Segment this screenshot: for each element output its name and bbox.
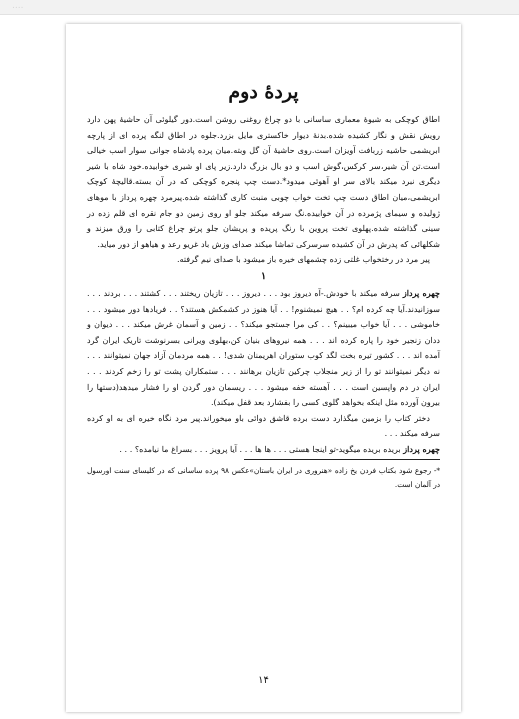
page-title: پردۀ دوم <box>228 81 299 103</box>
scene-number: ۱ <box>260 270 267 282</box>
page-number: ۱۴ <box>258 675 269 686</box>
stage-direction: پیر مرد در رختخواب غلتی زده چشمهای خیره باز میشود با صدای نیم گرفته. <box>176 254 430 265</box>
document-page <box>66 24 461 712</box>
intro-paragraph: اطاق کوچکی به شیوۀ معماری ساسانی با دو چراغ روغنی روشن است.دور گیلوئی آن حاشیۀ پهن دارد رویش نقش و نگار کشیده شده.بدنۀ دیوار خاکستری مایل بزرد.جلوه در اطاق لنگه پرده ای از پارچه ابریشمی حاشیه زربافت آویزان است.روی حاشیۀ آن گل وبته.میان پرده پادشاه جوانی سوار اسب خیالی است.تن آن شیر،سر کرکس،گوش اسب و دو بال بزرگ دارد.زیر پای او شیری خوابیده.خود شاه با شیر دیگری نبرد میکند بالای سر او آهوئی میدود*.دست چپ پنجره کوچکی که در آن بسته.قالیچۀ کوچک ابریشمی،میان اطاق دست چپ تخت خواب چوبی منبت کاری گذاشته شده.پیرمرد چهره پرداز با موهای ژولیده و سیمای پژمرده در آن خوابیده.نگ سرفه میکند جلو او روی زمین دو جام نقره ای قلم زده در سینی گذاشته شده.پهلوی تخت پروین با رنگ پریده و پریشان جلو پرتو چراغ کتابی را ورق میزند و شکلهائی که پدرش در آن کشیده سرسرکی تماشا میکند صدای وزش باد غریو رعد و هیاهو از دور میاید. <box>87 114 440 249</box>
page-content <box>87 38 440 492</box>
viewer-toolbar <box>0 0 519 15</box>
footnote: *- رجوع شود بکتاب فردن یخ زاده «هنروری در ایران باستان»عکس ۹۸ پرده ساسانی که در کلیسای سنت اورسول در آلمان است. <box>87 466 440 490</box>
dialogue-paragraph <box>87 286 440 411</box>
footnote-divider <box>244 459 440 460</box>
speaker-name-2: چهره پرداز <box>403 443 440 454</box>
speech-text-2: بریده بریده میگوید-تو اینجا هستی . . . ها ها . . . آیا پرویز . . . بسراغ ما نیامده؟ . . . <box>119 443 404 454</box>
speaker-name: چهره پرداز <box>402 287 440 298</box>
stage-direction-2: دختر کتاب را بزمین میگذارد دست برده قاشق دوائی باو میخوراند.پیر مرد نگاه خیره ای به او کرده سرفه میکند . . . <box>87 412 440 439</box>
dialogue-paragraph-2 <box>87 442 440 458</box>
speech-text: سرفه میکند با خودش.-آه دیروز بود . . . دیروز . . . تازیان ریختند . . . کشتند . . . بردند . . . سوزانیدند.آیا چه کرده ام؟ . . هیچ نمیشنوم! . . آیا هنوز در کشمکش هستند؟ . . فریادها دور میشود . . . خاموشی . . . آیا خواب میبینم؟ . . کی مرا جستجو میکند؟ . . زمین و آسمان غرش میکند . . . دیوان و ددان زنجیر خود را پاره کرده اند . . . همه نیروهای بنیان کن،بهلوی ویرانی بسرنوشت تاریک ایران گرد آمده اند . . . کشور تیره بخت لگد کوب ستوران اهریمنان شدی! . . همه مردمان آزاد جهان نمیتوانند . . . نه دیگر نمیتوانند تو را از زیر منجلاب چرکین تازیان برهانند . . . ستمکاران پشت تو را زخم کردند . . . ایران در دم واپسین است . . . آهسته خفه میشود . . . ریسمان دور گردن او را فشار میدهد(دستها را بیرون آورده مثل اینکه بخواهد گلوی کسی را بفشارد بعد قفل میکند). <box>87 287 440 408</box>
toolbar-faint-text: .... <box>12 1 24 11</box>
